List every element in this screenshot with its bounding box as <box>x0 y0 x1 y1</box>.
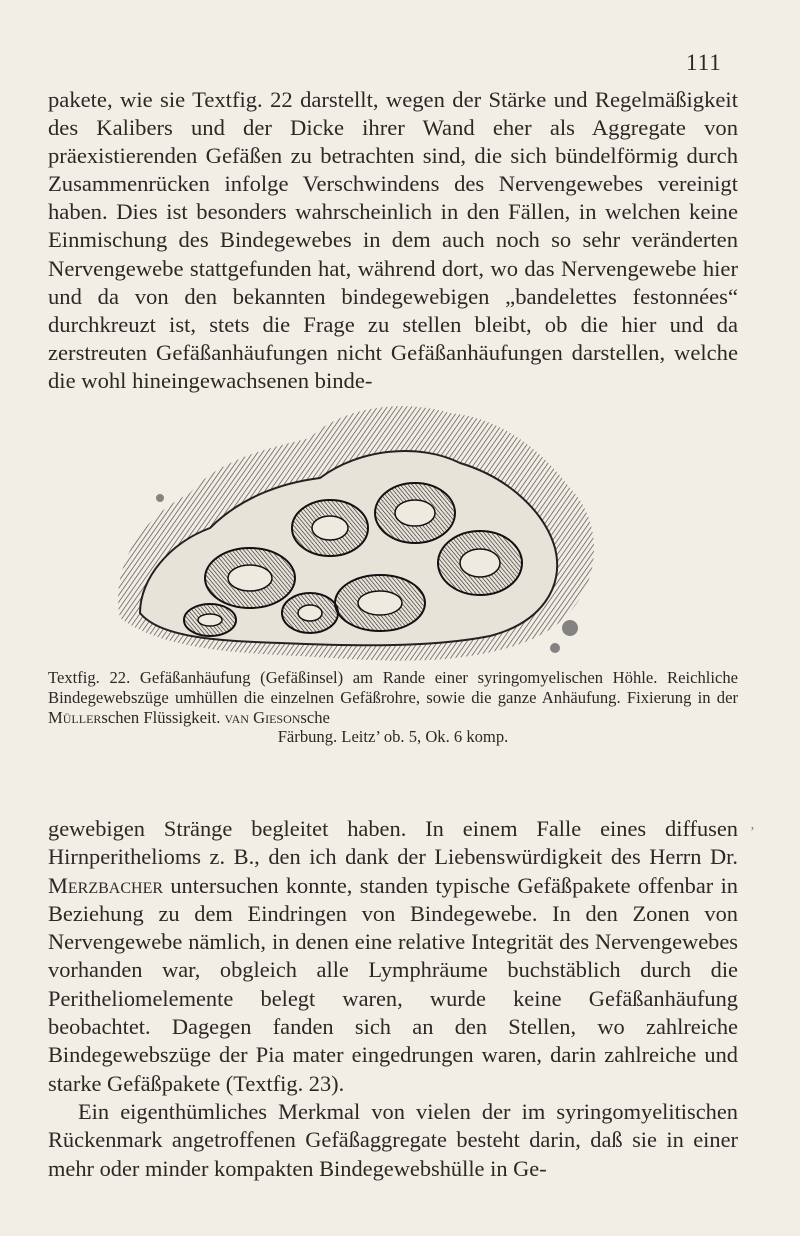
figure-vessel-cluster-illustration <box>100 398 690 666</box>
caption-part2: schen Flüssigkeit. <box>101 707 225 727</box>
figure-caption <box>48 668 738 747</box>
paragraph-bottom-a: gewebigen Stränge begleitet haben. In einem Falle eines diffusen Hirnperithelioms z. B., den ich dank der Liebenswürdigkeit des Herrn Dr. <box>48 816 738 870</box>
caption-name-van-gieson: van Gieson <box>224 707 301 727</box>
caption-part4: Färbung. Leitz’ ob. 5, Ok. 6 komp. <box>277 727 509 747</box>
margin-mark: ’ <box>750 825 755 840</box>
paragraph-last: Ein eigenthümliches Merkmal von vielen der im syringomyelitischen Rückenmark angetroffenen Gefäßaggregate besteht darin, daß sie in einer mehr oder minder kompakten Bindegewebshülle in Ge- <box>48 1098 738 1181</box>
caption-name-mueller: Müller <box>48 707 102 727</box>
paragraph-bottom <box>48 815 738 1183</box>
paragraph-bottom-b: untersuchen konnte, standen typische Gefäßpakete offenbar in Beziehung zu dem Eindringen von Bindegewebe. In den Zonen von Nervengewebe nämlich, in denen eine relative Integrität des Nervengewebes vorhanden war, obgleich alle Lymphräume buchstäblich durch die Peritheliomelemente belegt waren, wurde keine Gefäßanhäufung beobachtet. Dagegen fanden sich an den Stellen, wo zahlreiche Bindegewebszüge der Pia mater eingedrungen waren, darin zahlreiche und starke Gefäßpakete (Textfig. 23). <box>48 872 738 1096</box>
paragraph-top: pakete, wie sie Textfig. 22 darstellt, wegen der Stärke und Regelmäßigkeit des Kalibers und der Dicke ihrer Wand eher als Aggregate von präexistierenden Gefäßen zu betrachten sind, die sich bündelförmig durch Zusammenrücken infolge Verschwindens des Nervengewebes vereinigt haben. Dies ist besonders wahrscheinlich in den Fällen, in welchen keine Einmischung des Bindegewebes in dem auch noch so sehr veränderten Nervengewebe stattgefunden hat, während dort, wo das Nervengewebe hier und da von den bekannten bindegewebigen „bandelettes festonnées“ durchkreuzt ist, stets die Frage zu stellen bleibt, ob die hier und da zerstreuten Gefäßanhäufungen nicht Gefäßanhäufungen darstellen, welche die wohl hineingewachsenen binde- <box>48 87 738 393</box>
name-merzbacher: Merzbacher <box>48 872 164 898</box>
caption-part3: sche <box>300 707 330 727</box>
caption-part1: Textfig. 22. Gefäßanhäufung (Gefäßinsel) am Rande einer syringomyelischen Höhle. Reichliche Bindegewebszüge umhüllen die einzelnen Gefäßrohre, sowie die ganze Anhäufung. Fixierung in der <box>48 668 738 707</box>
page-number: 111 <box>686 50 722 75</box>
